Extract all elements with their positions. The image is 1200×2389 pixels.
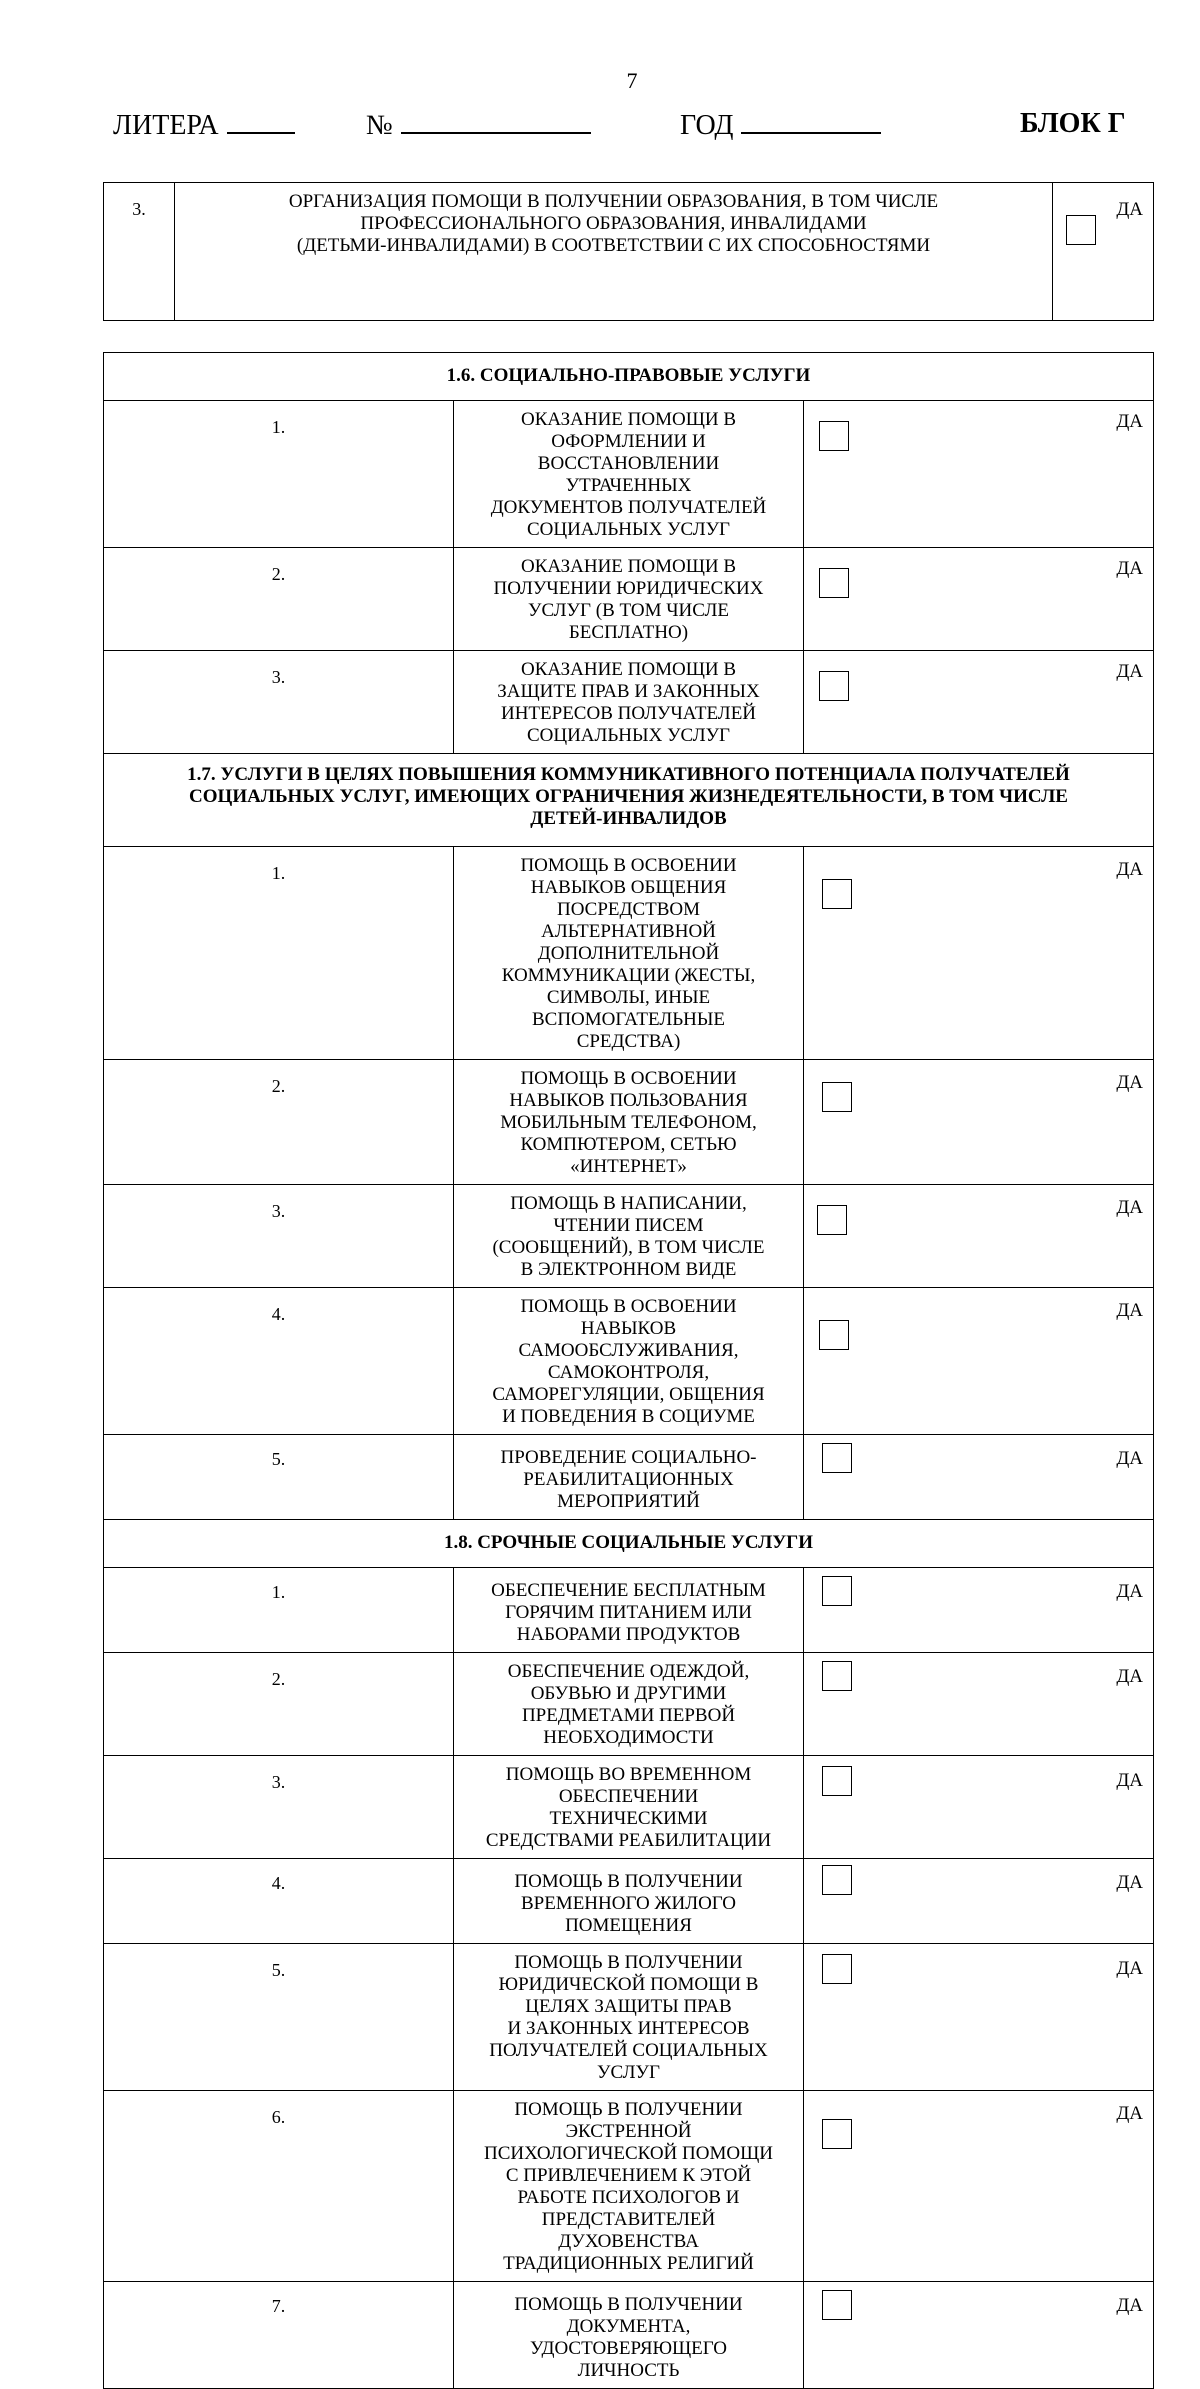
checkbox-label: ДА [1116,1300,1143,1321]
checkbox[interactable] [819,1320,849,1350]
checkbox[interactable] [822,1661,852,1691]
checkbox-label: ДА [1116,1072,1143,1093]
checkbox-label: ДА [1116,1581,1143,1602]
checkbox-label: ДА [1116,1770,1143,1791]
checkbox-label: ДА [1116,2295,1143,2316]
checkbox-cell [804,1568,1154,1653]
checkbox-label: ДА [1116,661,1143,682]
checkbox-cell [804,1944,1154,2091]
checkbox-label: ДА [1116,2103,1143,2124]
table-row [104,1568,1154,1653]
checkbox-label: ДА [1116,1666,1143,1687]
row-text: ПОМОЩЬ В ОСВОЕНИИ НАВЫКОВ ОБЩЕНИЯ ПОСРЕДСТВОМ АЛЬТЕРНАТИВНОЙ ДОПОЛНИТЕЛЬНОЙ КОММУНИКАЦИИ (ЖЕСТЫ, СИМВОЛЫ, ИНЫЕ ВСПОМОГАТЕЛЬНЫЕ СРЕДСТВА) [454,847,804,1060]
number-field[interactable] [366,108,591,142]
table-row [104,1288,1154,1435]
checkbox[interactable] [822,2119,852,2149]
litera-label: ЛИТЕРА [113,110,219,141]
table-row [104,1185,1154,1288]
row-number: 3. [104,1756,454,1859]
checkbox-label: ДА [1116,859,1143,880]
table-row [104,651,1154,754]
checkbox[interactable] [822,1082,852,1112]
table-row [104,2091,1154,2282]
checkbox-cell [804,847,1154,1060]
table-row [104,1435,1154,1520]
table-row [104,1944,1154,2091]
checkbox-cell [804,548,1154,651]
checkbox-cell [804,1756,1154,1859]
row-text: ОБЕСПЕЧЕНИЕ БЕСПЛАТНЫМ ГОРЯЧИМ ПИТАНИЕМ ИЛИ НАБОРАМИ ПРОДУКТОВ [454,1568,804,1653]
litera-field[interactable] [113,108,295,142]
checkbox-label: ДА [1116,1958,1143,1979]
checkbox[interactable] [819,421,849,451]
year-field[interactable] [680,108,881,142]
row-text: ПОМОЩЬ В ОСВОЕНИИ НАВЫКОВ ПОЛЬЗОВАНИЯ МОБИЛЬНЫМ ТЕЛЕФОНОМ, КОМПЮТЕРОМ, СЕТЬЮ «ИНТЕРНЕТ» [454,1060,804,1185]
row-number: 2. [104,1060,454,1185]
row-number: 3. [104,651,454,754]
block-label: БЛОК Г [1020,108,1126,139]
row-text: ОБЕСПЕЧЕНИЕ ОДЕЖДОЙ, ОБУВЬЮ И ДРУГИМИ ПРЕДМЕТАМИ ПЕРВОЙ НЕОБХОДИМОСТИ [454,1653,804,1756]
checkbox[interactable] [1066,215,1096,245]
checkbox-label: ДА [1116,1448,1143,1469]
row-number: 2. [104,548,454,651]
row-number: 5. [104,1944,454,2091]
checkbox[interactable] [822,1443,852,1473]
table-row [104,183,1154,321]
row-number: 4. [104,1288,454,1435]
page-number: 7 [626,68,638,93]
table-row [104,1653,1154,1756]
checkbox[interactable] [822,1576,852,1606]
table-row [104,1756,1154,1859]
checkbox-cell [804,1185,1154,1288]
row-text: ПОМОЩЬ В ПОЛУЧЕНИИ ЮРИДИЧЕСКОЙ ПОМОЩИ В ЦЕЛЯХ ЗАЩИТЫ ПРАВ И ЗАКОННЫХ ИНТЕРЕСОВ ПОЛУЧАТЕЛЕЙ СОЦИАЛЬНЫХ УСЛУГ [454,1944,804,2091]
row-text: ОРГАНИЗАЦИЯ ПОМОЩИ В ПОЛУЧЕНИИ ОБРАЗОВАНИЯ, В ТОМ ЧИСЛЕ ПРОФЕССИОНАЛЬНОГО ОБРАЗОВАНИЯ, ИНВАЛИДАМИ (ДЕТЬМИ-ИНВАЛИДАМИ) В СООТВЕТСТВИИ С ИХ СПОСОБНОСТЯМИ [175,183,1053,321]
section-header-row [104,754,1154,847]
row-text: ОКАЗАНИЕ ПОМОЩИ В ЗАЩИТЕ ПРАВ И ЗАКОННЫХ ИНТЕРЕСОВ ПОЛУЧАТЕЛЕЙ СОЦИАЛЬНЫХ УСЛУГ [454,651,804,754]
table-row [104,1859,1154,1944]
row-number: 1. [104,401,454,548]
row-text: ОКАЗАНИЕ ПОМОЩИ В ПОЛУЧЕНИИ ЮРИДИЧЕСКИХ УСЛУГ (В ТОМ ЧИСЛЕ БЕСПЛАТНО) [454,548,804,651]
section-title-1-8: 1.8. СРОЧНЫЕ СОЦИАЛЬНЫЕ УСЛУГИ [104,1520,1154,1568]
number-input-line[interactable] [401,108,591,134]
checkbox[interactable] [822,879,852,909]
checkbox-label: ДА [1116,199,1143,220]
checkbox[interactable] [822,1954,852,1984]
row-text: ПРОВЕДЕНИЕ СОЦИАЛЬНО-РЕАБИЛИТАЦИОННЫХ МЕРОПРИЯТИЙ [454,1435,804,1520]
row-number: 3. [104,1185,454,1288]
checkbox-label: ДА [1116,558,1143,579]
checkbox-cell [804,1653,1154,1756]
section-title-1-6: 1.6. СОЦИАЛЬНО-ПРАВОВЫЕ УСЛУГИ [104,353,1154,401]
litera-input-line[interactable] [227,108,295,134]
row-text: ПОМОЩЬ В ПОЛУЧЕНИИ ДОКУМЕНТА, УДОСТОВЕРЯЮЩЕГО ЛИЧНОСТЬ [454,2282,804,2389]
checkbox-label: ДА [1116,411,1143,432]
table-row [104,1060,1154,1185]
row-text: ОКАЗАНИЕ ПОМОЩИ В ОФОРМЛЕНИИ И ВОССТАНОВЛЕНИИ УТРАЧЕННЫХ ДОКУМЕНТОВ ПОЛУЧАТЕЛЕЙ СОЦИАЛЬНЫХ УСЛУГ [454,401,804,548]
row-number: 4. [104,1859,454,1944]
checkbox[interactable] [822,1766,852,1796]
checkbox-cell [804,2282,1154,2389]
checkbox-cell [804,1060,1154,1185]
checkbox-label: ДА [1116,1872,1143,1893]
section-header-row [104,1520,1154,1568]
checkbox[interactable] [819,671,849,701]
row-number: 1. [104,847,454,1060]
checkbox-label: ДА [1116,1197,1143,1218]
checkbox[interactable] [817,1205,847,1235]
checkbox[interactable] [822,2290,852,2320]
row-number: 3. [104,183,175,321]
table-row [104,548,1154,651]
checkbox-cell [804,651,1154,754]
checkbox[interactable] [822,1865,852,1895]
checkbox[interactable] [819,568,849,598]
row-number: 2. [104,1653,454,1756]
checkbox-cell [804,2091,1154,2282]
checkbox-cell [804,1859,1154,1944]
row-text: ПОМОЩЬ В ПОЛУЧЕНИИ ЭКСТРЕННОЙ ПСИХОЛОГИЧЕСКОЙ ПОМОЩИ С ПРИВЛЕЧЕНИЕМ К ЭТОЙ РАБОТЕ ПСИХОЛОГОВ И ПРЕДСТАВИТЕЛЕЙ ДУХОВЕНСТВА ТРАДИЦИОННЫХ РЕЛИГИЙ [454,2091,804,2282]
row-number: 1. [104,1568,454,1653]
year-input-line[interactable] [741,108,881,134]
table-row [104,847,1154,1060]
checkbox-cell [804,1435,1154,1520]
section-title-1-7: 1.7. УСЛУГИ В ЦЕЛЯХ ПОВЫШЕНИЯ КОММУНИКАТИВНОГО ПОТЕНЦИАЛА ПОЛУЧАТЕЛЕЙ СОЦИАЛЬНЫХ УСЛУГ, ИМЕЮЩИХ ОГРАНИЧЕНИЯ ЖИЗНЕДЕЯТЕЛЬНОСТИ, В ТОМ ЧИСЛЕ ДЕТЕЙ-ИНВАЛИДОВ [104,754,1154,847]
row-text: ПОМОЩЬ В ОСВОЕНИИ НАВЫКОВ САМООБСЛУЖИВАНИЯ, САМОКОНТРОЛЯ, САМОРЕГУЛЯЦИИ, ОБЩЕНИЯ И ПОВЕДЕНИЯ В СОЦИУМЕ [454,1288,804,1435]
number-label: № [366,110,393,141]
table-row [104,401,1154,548]
checkbox-cell [804,1288,1154,1435]
row-number: 5. [104,1435,454,1520]
row-text: ПОМОЩЬ В ПОЛУЧЕНИИ ВРЕМЕННОГО ЖИЛОГО ПОМЕЩЕНИЯ [454,1859,804,1944]
top-table [103,182,1154,321]
row-number: 6. [104,2091,454,2282]
year-label: ГОД [680,110,734,141]
checkbox-cell [1053,183,1154,321]
services-table [103,352,1154,2389]
row-number: 7. [104,2282,454,2389]
row-text: ПОМОЩЬ ВО ВРЕМЕННОМ ОБЕСПЕЧЕНИИ ТЕХНИЧЕСКИМИ СРЕДСТВАМИ РЕАБИЛИТАЦИИ [454,1756,804,1859]
row-text: ПОМОЩЬ В НАПИСАНИИ, ЧТЕНИИ ПИСЕМ (СООБЩЕНИЙ), В ТОМ ЧИСЛЕ В ЭЛЕКТРОННОМ ВИДЕ [454,1185,804,1288]
table-row [104,2282,1154,2389]
checkbox-cell [804,401,1154,548]
section-header-row [104,353,1154,401]
